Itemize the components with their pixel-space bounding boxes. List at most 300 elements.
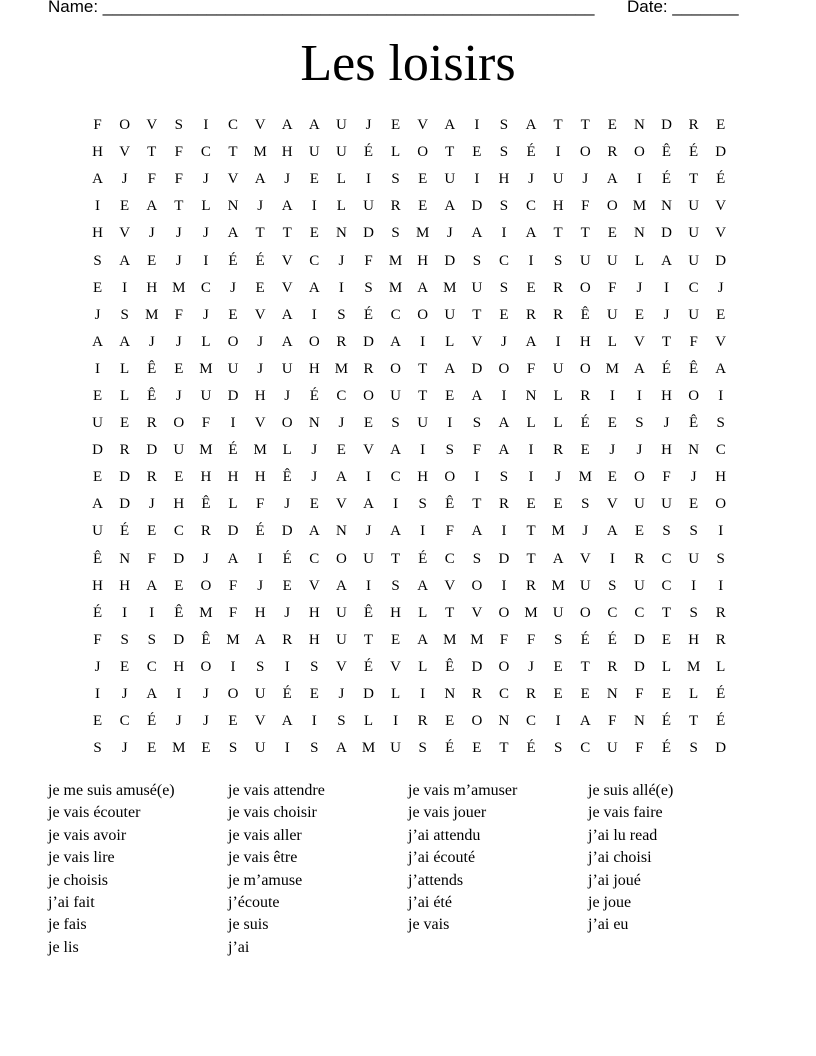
grid-letter: Ê (92, 550, 103, 567)
grid-row (84, 573, 734, 600)
grid-letter: R (336, 333, 347, 350)
grid-letter: L (553, 387, 563, 404)
grid-letter: E (607, 225, 617, 242)
grid-letter: U (254, 740, 266, 757)
grid-letter: V (579, 550, 591, 567)
grid-letter: F (581, 198, 590, 215)
grid-letter: A (471, 387, 483, 404)
grid-letter: U (92, 523, 103, 540)
grid-letter: A (146, 577, 158, 594)
grid-letter: A (254, 171, 266, 188)
grid-letter: A (471, 523, 483, 540)
grid-letter: C (390, 469, 401, 486)
grid-letter: I (393, 496, 399, 513)
grid-letter: J (284, 387, 291, 404)
grid-letter: S (418, 496, 427, 513)
grid-letter: T (526, 550, 536, 567)
grid-letter: E (526, 279, 536, 296)
grid-letter: D (471, 360, 483, 377)
grid-letter: Ê (445, 496, 455, 513)
word-bank (48, 780, 768, 959)
grid-letter: L (526, 415, 536, 432)
grid-letter: H (498, 171, 510, 188)
grid-letter: E (390, 117, 401, 134)
grid-row (84, 112, 734, 139)
grid-letter: E (201, 740, 211, 757)
grid-letter: C (715, 442, 726, 459)
grid-letter: J (284, 171, 291, 188)
grid-letter: R (688, 117, 699, 134)
grid-letter: C (526, 198, 537, 215)
grid-letter: D (498, 550, 510, 567)
grid-letter: L (120, 360, 130, 377)
grid-letter: J (203, 686, 209, 703)
grid-letter: I (718, 387, 724, 404)
grid-letter: N (119, 550, 131, 567)
grid-letter: U (688, 225, 700, 242)
grid-letter: T (418, 360, 428, 377)
grid-letter: S (472, 550, 482, 567)
grid-letter: I (95, 686, 101, 703)
grid-letter: A (634, 360, 645, 377)
grid-letter: I (664, 279, 670, 296)
grid-letter: I (311, 713, 317, 730)
grid-letter: A (281, 198, 293, 215)
grid-letter: H (417, 252, 429, 269)
grid-letter: M (416, 225, 430, 242)
grid-letter: D (281, 523, 293, 540)
grid-letter: I (95, 198, 101, 215)
grid-letter: J (311, 442, 318, 459)
grid-letter: H (173, 496, 185, 513)
grid-letter: I (149, 604, 155, 621)
word-bank-item: je suis allé(e) (588, 782, 674, 799)
grid-letter: H (254, 469, 266, 486)
grid-letter: L (661, 658, 672, 675)
grid-letter: H (688, 631, 700, 648)
grid-row (84, 410, 734, 437)
grid-letter: E (120, 198, 130, 215)
grid-letter: L (201, 333, 211, 350)
word-bank-item: je vais aller (228, 826, 302, 844)
grid-letter: J (690, 469, 697, 486)
grid-letter: H (119, 577, 131, 594)
grid-letter: J (528, 171, 534, 188)
grid-letter: O (308, 333, 320, 350)
grid-letter: I (393, 713, 399, 730)
grid-letter: R (471, 686, 482, 703)
grid-letter: F (364, 252, 373, 269)
grid-letter: T (228, 144, 238, 161)
grid-letter: Ê (580, 306, 590, 323)
grid-letter: I (501, 225, 507, 242)
grid-letter: I (501, 523, 507, 540)
grid-row (84, 627, 734, 654)
grid-letter: R (553, 442, 564, 459)
grid-letter: M (686, 658, 701, 675)
grid-letter: I (474, 171, 480, 188)
grid-letter: V (715, 198, 727, 215)
grid-letter: N (227, 198, 239, 215)
grid-letter: D (471, 658, 483, 675)
grid-letter: H (92, 225, 103, 242)
grid-letter: A (254, 631, 266, 648)
grid-letter: U (173, 442, 185, 459)
grid-letter: I (338, 279, 344, 296)
grid-letter: J (257, 333, 264, 350)
grid-letter: E (174, 360, 184, 377)
grid-letter: M (199, 604, 213, 621)
grid-letter: O (444, 469, 456, 486)
grid-letter: L (607, 333, 617, 350)
grid-row (84, 247, 734, 274)
grid-letter: S (337, 306, 346, 323)
grid-letter: I (718, 523, 724, 540)
grid-letter: U (471, 279, 483, 296)
grid-letter: J (121, 740, 128, 757)
grid-letter: J (175, 333, 182, 350)
grid-letter: T (445, 604, 455, 621)
grid-letter: R (146, 415, 157, 432)
grid-letter: J (94, 306, 101, 323)
word-bank-item: je choisis (48, 871, 108, 889)
grid-letter: R (634, 550, 645, 567)
grid-letter: I (420, 686, 426, 703)
name-field-label: Name: ____________________________________________________ (48, 0, 595, 16)
grid-letter: O (579, 144, 591, 161)
grid-letter: H (173, 658, 185, 675)
grid-letter: S (310, 740, 319, 757)
grid-letter: M (605, 360, 619, 377)
grid-letter: O (579, 604, 591, 621)
grid-letter: I (501, 387, 507, 404)
grid-letter: A (606, 523, 618, 540)
grid-row (84, 383, 734, 410)
grid-letter: S (689, 740, 698, 757)
grid-letter: D (173, 550, 185, 567)
grid-letter: R (526, 306, 537, 323)
word-bank-item: je suis (228, 916, 269, 934)
grid-letter: U (417, 415, 429, 432)
grid-letter: D (715, 252, 727, 269)
grid-letter: N (525, 387, 537, 404)
grid-letter: F (472, 442, 482, 459)
grid-letter: S (716, 415, 725, 432)
grid-letter: F (445, 523, 454, 540)
grid-letter: D (119, 469, 131, 486)
grid-letter: E (363, 415, 374, 432)
grid-letter: T (526, 523, 536, 540)
grid-letter: N (634, 713, 645, 730)
grid-letter: V (715, 333, 727, 350)
grid-letter: F (526, 631, 536, 648)
grid-letter: E (390, 631, 401, 648)
word-bank-column (228, 780, 408, 959)
grid-letter: C (661, 550, 672, 567)
grid-letter: J (284, 496, 291, 513)
grid-letter: C (526, 713, 537, 730)
word-bank-item: j’ai écouté (408, 849, 476, 867)
grid-letter: I (230, 415, 236, 432)
grid-letter: E (120, 658, 130, 675)
grid-letter: C (390, 306, 401, 323)
grid-letter: F (228, 577, 238, 594)
grid-letter: A (525, 117, 537, 134)
grid-letter: A (335, 469, 347, 486)
grid-letter: V (254, 117, 266, 134)
grid-letter: M (226, 631, 240, 648)
grid-letter: H (92, 577, 103, 594)
grid-letter: U (688, 198, 700, 215)
grid-letter: S (93, 252, 102, 269)
grid-letter: Ê (445, 658, 455, 675)
grid-letter: T (445, 144, 455, 161)
grid-letter: F (228, 604, 238, 621)
grid-letter: M (443, 279, 457, 296)
grid-letter: E (92, 279, 103, 296)
grid-letter: E (174, 577, 184, 594)
grid-letter: E (634, 306, 644, 323)
grid-letter: A (363, 496, 374, 513)
grid-letter: F (526, 360, 536, 377)
grid-letter: N (444, 686, 456, 703)
grid-letter: H (92, 144, 103, 161)
grid-letter: L (716, 658, 726, 675)
grid-letter: D (363, 333, 374, 350)
grid-letter: A (119, 333, 131, 350)
grid-letter: O (606, 198, 618, 215)
word-bank-item: j’ai choisi (588, 849, 652, 867)
grid-letter: S (93, 740, 102, 757)
grid-letter: É (661, 713, 672, 730)
grid-letter: C (200, 144, 211, 161)
grid-letter: S (581, 496, 590, 513)
grid-letter: I (528, 442, 534, 459)
grid-letter: J (311, 469, 318, 486)
grid-letter: M (470, 631, 484, 648)
grid-letter: O (498, 360, 510, 377)
grid-letter: E (689, 496, 699, 513)
grid-letter: R (607, 658, 618, 675)
grid-letter: A (525, 333, 537, 350)
grid-letter: V (335, 658, 347, 675)
grid-letter: L (390, 686, 401, 703)
grid-letter: T (147, 144, 157, 161)
grid-letter: J (636, 442, 643, 459)
grid-letter: V (606, 496, 618, 513)
grid-letter: U (444, 306, 456, 323)
grid-letter: A (444, 117, 456, 134)
grid-letter: I (230, 658, 236, 675)
grid-letter: M (253, 144, 267, 161)
grid-letter: É (661, 171, 672, 188)
grid-letter: A (281, 333, 293, 350)
word-bank-item: j’ai (228, 938, 250, 956)
grid-letter: F (93, 117, 102, 134)
grid-letter: É (580, 631, 590, 648)
grid-letter: H (579, 333, 591, 350)
grid-letter: U (363, 550, 374, 567)
grid-letter: J (284, 604, 291, 621)
grid-letter: J (365, 523, 372, 540)
grid-letter: S (391, 225, 400, 242)
grid-letter: V (417, 117, 429, 134)
grid-letter: A (308, 279, 320, 296)
grid-row (84, 329, 734, 356)
grid-letter: U (227, 360, 239, 377)
grid-letter: R (363, 360, 374, 377)
grid-letter: U (335, 117, 347, 134)
grid-letter: I (365, 171, 371, 188)
grid-letter: N (498, 713, 510, 730)
word-bank-item: je vais lire (48, 849, 115, 867)
grid-letter: S (472, 415, 482, 432)
grid-letter: E (120, 415, 130, 432)
grid-letter: A (92, 333, 103, 350)
grid-letter: I (122, 604, 128, 621)
grid-letter: D (634, 658, 645, 675)
grid-letter: A (552, 550, 564, 567)
grid-letter: T (174, 198, 184, 215)
grid-letter: S (499, 469, 509, 486)
grid-letter: J (717, 279, 724, 296)
word-bank-item: j’attends (408, 871, 464, 889)
grid-letter: C (336, 387, 347, 404)
grid-letter: E (607, 415, 617, 432)
grid-letter: A (715, 360, 727, 377)
grid-letter: É (716, 686, 726, 703)
grid-letter: U (606, 740, 618, 757)
grid-letter: N (335, 523, 347, 540)
grid-letter: R (498, 496, 509, 513)
grid-letter: U (363, 198, 374, 215)
grid-letter: L (553, 415, 563, 432)
grid-letter: T (255, 225, 265, 242)
grid-letter: Ê (147, 360, 157, 377)
grid-letter: H (417, 469, 429, 486)
grid-letter: U (335, 631, 347, 648)
word-bank-item: je vais jouer (408, 804, 487, 822)
grid-letter: S (608, 577, 617, 594)
grid-letter: V (254, 415, 266, 432)
word-bank-item: je vais attendre (228, 782, 325, 799)
grid-letter: J (94, 658, 101, 675)
grid-row (84, 166, 734, 193)
grid-letter: L (634, 252, 644, 269)
grid-letter: U (688, 252, 700, 269)
word-bank-item: j’ai joué (588, 871, 641, 889)
word-bank-item: j’ai attendu (408, 826, 481, 844)
grid-letter: E (607, 469, 617, 486)
grid-letter: L (120, 387, 130, 404)
grid-letter: É (120, 523, 130, 540)
grid-letter: J (121, 171, 128, 188)
grid-letter: N (688, 442, 700, 459)
grid-letter: J (203, 713, 209, 730)
grid-letter: N (335, 225, 347, 242)
grid-letter: A (390, 523, 401, 540)
grid-letter: J (257, 577, 264, 594)
grid-letter: J (203, 550, 209, 567)
grid-letter: A (281, 713, 293, 730)
grid-letter: M (253, 442, 267, 459)
date-field-label: Date: _______ (627, 0, 739, 16)
grid-letter: L (282, 442, 292, 459)
grid-row (84, 437, 734, 464)
grid-letter: O (363, 387, 374, 404)
grid-letter: I (474, 469, 480, 486)
grid-letter: V (281, 252, 293, 269)
grid-letter: S (255, 658, 265, 675)
grid-letter: D (92, 442, 103, 459)
grid-letter: L (418, 604, 428, 621)
grid-letter: J (365, 117, 372, 134)
grid-letter: T (689, 713, 699, 730)
grid-letter: V (146, 117, 158, 134)
grid-letter: I (447, 415, 453, 432)
grid-letter: E (92, 387, 103, 404)
grid-letter: J (663, 415, 670, 432)
word-bank-item: je lis (48, 938, 79, 956)
grid-letter: O (119, 117, 131, 134)
grid-letter: A (92, 171, 103, 188)
grid-letter: V (444, 577, 456, 594)
grid-letter: S (499, 117, 509, 134)
word-bank-item: j’ai été (408, 894, 452, 912)
grid-letter: C (173, 523, 184, 540)
grid-letter: D (444, 252, 456, 269)
grid-letter: A (444, 198, 456, 215)
grid-letter: U (634, 496, 645, 513)
word-bank-item: je vais avoir (48, 826, 127, 844)
grid-letter: T (553, 117, 563, 134)
grid-letter: I (365, 577, 371, 594)
grid-letter: I (609, 387, 615, 404)
grid-letter: S (553, 252, 563, 269)
grid-letter: J (121, 686, 128, 703)
grid-letter: O (173, 415, 185, 432)
grid-letter: F (147, 550, 156, 567)
grid-letter: T (580, 225, 590, 242)
grid-letter: C (200, 279, 211, 296)
grid-letter: D (661, 225, 672, 242)
word-bank-item: j’ai lu read (588, 826, 658, 844)
grid-letter: H (552, 198, 564, 215)
grid-letter: J (338, 415, 345, 432)
grid-letter: M (199, 360, 213, 377)
grid-letter: E (580, 442, 590, 459)
grid-letter: E (309, 496, 319, 513)
grid-letter: Ê (363, 604, 374, 621)
grid-letter: U (552, 360, 564, 377)
grid-letter: S (662, 523, 671, 540)
grid-letter: T (363, 631, 374, 648)
grid-letter: I (284, 658, 290, 675)
grid-letter: E (472, 740, 482, 757)
grid-letter: É (363, 144, 374, 161)
word-bank-item: je fais (48, 916, 87, 934)
grid-letter: I (311, 198, 317, 215)
grid-letter: L (418, 658, 428, 675)
grid-letter: A (417, 577, 429, 594)
grid-letter: H (661, 387, 672, 404)
grid-letter: A (227, 550, 239, 567)
grid-letter: Ê (282, 469, 292, 486)
word-bank-item: j’ai eu (588, 916, 629, 934)
grid-letter: E (553, 686, 563, 703)
grid-letter: O (471, 713, 483, 730)
grid-letter: A (119, 252, 131, 269)
